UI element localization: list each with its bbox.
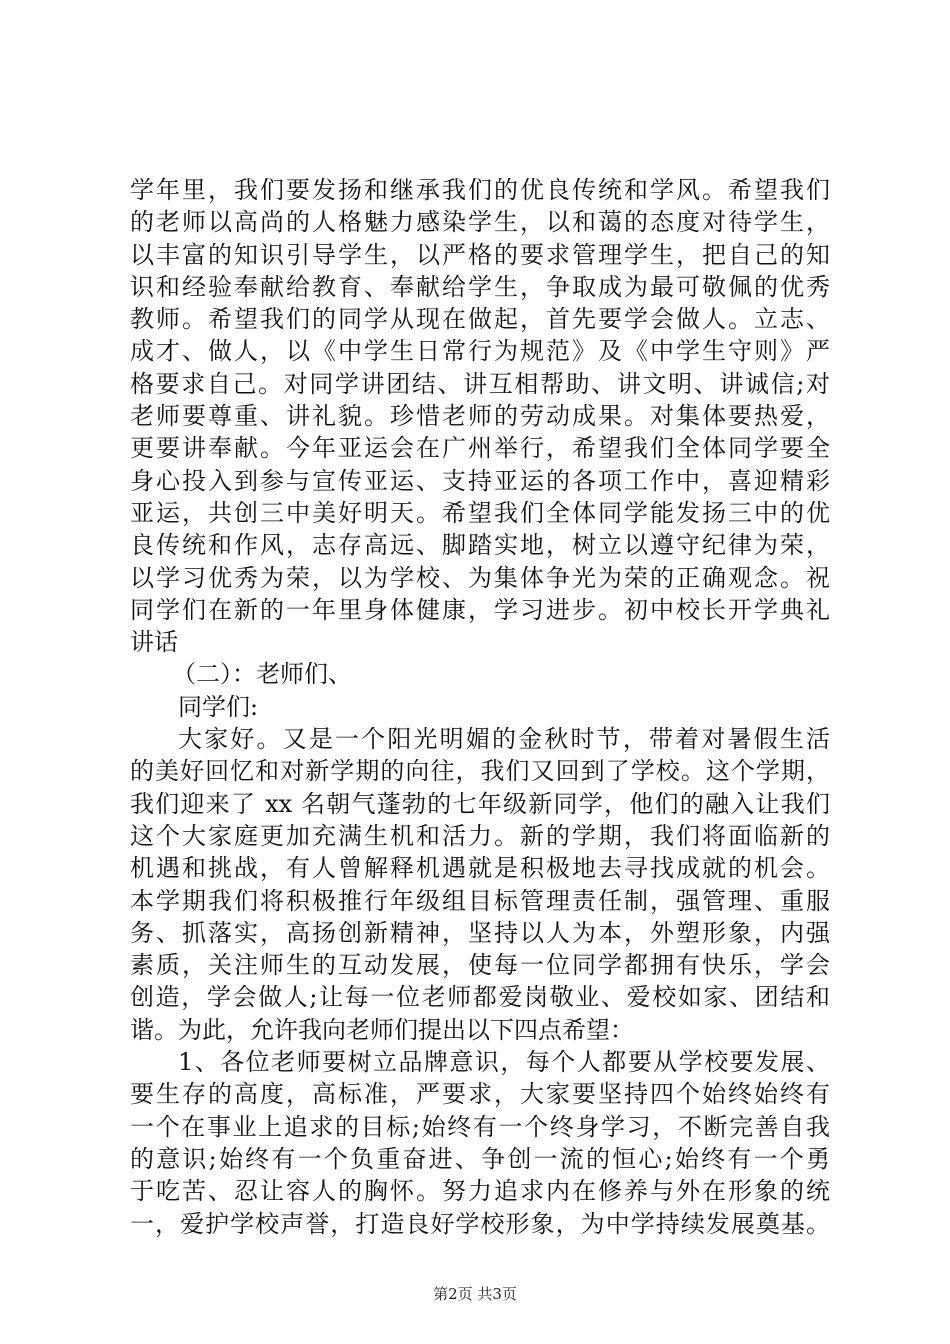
text-line: 创造，学会做人;让每一位老师都爱岗敬业、爱校如家、团结和 bbox=[130, 983, 830, 1012]
text-line: 以学习优秀为荣，以为学校、为集体争光为荣的正确观念。祝 bbox=[130, 563, 830, 592]
text-line: 讲话 bbox=[130, 628, 178, 657]
text-line: 的老师以高尚的人格魅力感染学生，以和蔼的态度对待学生， bbox=[130, 208, 830, 237]
text-line: 格要求自己。对同学讲团结、讲互相帮助、讲文明、讲诚信;对 bbox=[130, 369, 830, 398]
text-line: 识和经验奉献给教育、奉献给学生，争取成为最可敬佩的优秀 bbox=[130, 272, 830, 301]
text-line: 于吃苦、忍让容人的胸怀。努力追求内在修养与外在形象的统 bbox=[130, 1177, 830, 1206]
text-line: 的美好回忆和对新学期的向往，我们又回到了学校。这个学期， bbox=[130, 757, 830, 786]
text-line: 良传统和作风，志存高远、脚踏实地，树立以遵守纪律为荣， bbox=[130, 531, 830, 560]
text-line: 谐。为此，允许我向老师们提出以下四点希望： bbox=[130, 1015, 634, 1044]
document-body bbox=[130, 174, 830, 1240]
paragraph-first-line: 1、各位老师要树立品牌意识，每个人都要从学校要发展、 bbox=[178, 1048, 830, 1077]
paragraph-first-line: 大家好。又是一个阳光明媚的金秋时节，带着对暑假生活 bbox=[178, 725, 830, 754]
text-line: 这个大家庭更加充满生机和活力。新的学期，我们将面临新的 bbox=[130, 821, 830, 850]
text-line: 的意识;始终有一个负重奋进、争创一流的恒心;始终有一个勇 bbox=[130, 1144, 830, 1173]
page-number-footer: 第2页 共3页 bbox=[433, 1285, 517, 1303]
text-line: 老师要尊重、讲礼貌。珍惜老师的劳动成果。对集体要热爱， bbox=[130, 402, 830, 431]
text-line: 同学们在新的一年里身体健康，学习进步。初中校长开学典礼 bbox=[130, 595, 830, 624]
text-line: 要生存的高度，高标准，严要求，大家要坚持四个始终始终有 bbox=[130, 1080, 830, 1109]
text-line: 更要讲奉献。今年亚运会在广州举行，希望我们全体同学要全 bbox=[130, 434, 830, 463]
section-heading: （二）：老师们、 bbox=[172, 660, 352, 689]
salutation-line: 同学们: bbox=[178, 692, 259, 721]
text-line: 教师。希望我们的同学从现在做起，首先要学会做人。立志、 bbox=[130, 305, 830, 334]
text-line: 一个在事业上追求的目标;始终有一个终身学习，不断完善自我 bbox=[130, 1112, 830, 1141]
text-line: 本学期我们将积极推行年级组目标管理责任制，强管理、重服 bbox=[130, 886, 830, 915]
text-line: 成才、做人，以《中学生日常行为规范》及《中学生守则》严 bbox=[130, 337, 830, 366]
text-line: 学年里，我们要发扬和继承我们的优良传统和学风。希望我们 bbox=[130, 176, 830, 204]
text-line: 素质，关注师生的互动发展，使每一位同学都拥有快乐，学会 bbox=[130, 951, 830, 980]
text-line: 务、抓落实，高扬创新精神，坚持以人为本，外塑形象，内强 bbox=[130, 918, 830, 947]
text-line: 亚运，共创三中美好明天。希望我们全体同学能发扬三中的优 bbox=[130, 498, 830, 527]
text-line: 以丰富的知识引导学生，以严格的要求管理学生，把自己的知 bbox=[130, 240, 830, 269]
text-line: 身心投入到参与宣传亚运、支持亚运的各项工作中，喜迎精彩 bbox=[130, 466, 830, 495]
text-line: 机遇和挑战，有人曾解释机遇就是积极地去寻找成就的机会。 bbox=[130, 854, 830, 883]
text-line: 一，爱护学校声誉，打造良好学校形象，为中学持续发展奠基。 bbox=[130, 1209, 830, 1238]
text-line: 我们迎来了 xx 名朝气蓬勃的七年级新同学，他们的融入让我们 bbox=[130, 789, 830, 818]
